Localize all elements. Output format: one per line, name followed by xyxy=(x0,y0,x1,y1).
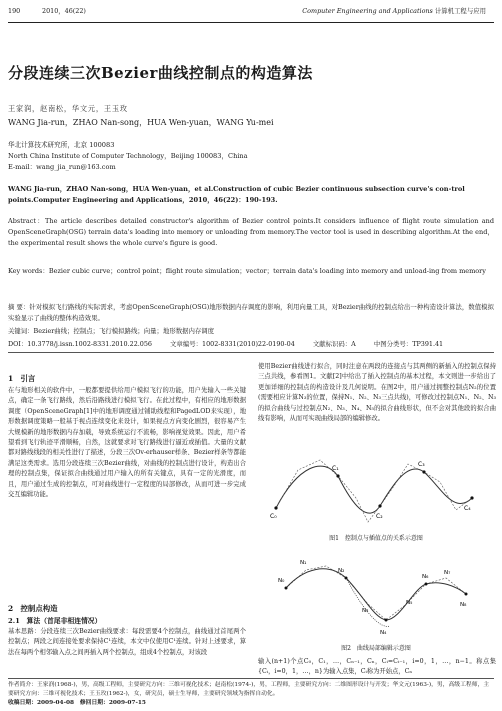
authors-english: WANG Jia-run，ZHAO Nan-song，HUA Wen-yuan，WANG Yu-mei xyxy=(8,118,274,127)
section-2-text: 基本思路：分段连续三次Bezier曲线要求：每段需要4个控制点，曲线通过首尾两个控制点；两段之间连接处要求保持C¹连续，本文中仅使用C¹连续。针对上述要求，算法在每两个相邻输入点之间再插入两个控制点，组成4个控制点，对该段 xyxy=(8,628,246,656)
journal-name: Computer Engineering and Applications 计算机工程与应用 xyxy=(302,7,486,15)
article-number: 文章编号：1002-8331(2010)22-0190-04 xyxy=(170,340,295,348)
citation: WANG Jia-run，ZHAO Nan-song，HUA Wen-yuan，et al.Construction of cubic Bezier continuous subsection curve's con-trol points.Computer Engineering and Applications，2010，46(22)：190-193. xyxy=(8,185,465,205)
abstract-english: Abstract：The article describes detailed constructor's algorithm of Bezier control points.It considers influence of flight route simulation and OpenSceneGraph(OSG) terrain data's loading into memory or unloading from memory.The vector tool is used in describing algorithm.At the end，the experimental result shows the whole curve's figure is good. xyxy=(8,217,494,247)
section-2-1-heading: 2.1 算法（首尾非相连情况） xyxy=(8,617,102,625)
fig2-label-n6: N₆ xyxy=(422,574,429,580)
doi: DOI：10.3778/j.issn.1002-8331.2010.22.056 xyxy=(8,340,152,348)
footnote-rule xyxy=(8,678,494,679)
author-bios: 作者简介：王家润(1968-)，男，高级工程师，主要研究方向：三维可视化技术；赵南松(1974-)，男，工程师，主要研究方向：二维图形设计与开发；华文元(1963-)，男，高级工程师，主要研究方向：三维可视化技术；王玉玫(1962-)，女，研究员，硕士生导师，主要研究领域为指挥自动化。 xyxy=(8,682,490,698)
section-2-heading: 2 控制点构造 xyxy=(8,604,58,613)
figure-2 xyxy=(276,548,476,638)
journal-issue: 2010，46(22) xyxy=(42,7,86,15)
affiliation xyxy=(8,140,248,174)
section-1-heading: 1 引言 xyxy=(8,374,36,383)
fig2-label-n4: N₄ xyxy=(380,630,387,636)
fig1-label-c3: C₃ xyxy=(418,461,425,468)
header-rule xyxy=(8,22,494,23)
figure-2-caption: 图2 曲线局部编辑示意图 xyxy=(341,645,411,652)
affiliation-cn: 华北计算技术研究所，北京 100083 xyxy=(8,141,115,149)
fig2-label-n3: N₃ xyxy=(362,608,369,614)
section-1-text: 在与地形相关的软件中，一般都要提供给用户模拟飞行的功能，用户先输入一些关键点，确定一条飞行路线，然后沿路线进行模拟飞行。在此过程中，有相应的地形数据调度（OpenSceneGraph[1]中的地形调度通过铺助线程和PagedLOD来实现），地形数据调度策略一般基于视点连续变化来设计，如果视点方向变化剧烈，很容易产生大规模新的地形数据内存加载，导致系统运行不流畅，影响视觉效果。因此，用户希望看到飞行轨迹平滑顺畅，自然，这就要求对飞行路线进行逼近或插值。大量的文献都对路线线段的相关性进行了描述，分段三次Ov-erhauser样条、Bezier样条等都能满足这类需求。选用分段连续三次Bezier曲线，对曲线的控制点进行设计，构造出合理的控制点集，保证拟合曲线通过用户输入的所有关键点，具有一定的光滑度，而且，用户通过生成的控制点，可对曲线进行一定程度的局部修改，从而可进一步完成交互编辑功能。 xyxy=(8,387,246,499)
fig2-label-n5: N₅ xyxy=(406,600,413,606)
fig1-label-c0: C₀ xyxy=(270,513,277,520)
figure-1-caption: 图1 控制点与插值点的关系示意图 xyxy=(329,535,423,542)
section-rule xyxy=(8,352,494,353)
figure-1 xyxy=(268,446,480,532)
abstract-chinese: 摘 要：针对模拟飞行路线的实际需求，考虑OpenSceneGraph(OSG)地形数据内存调度的影响，利用向量工具，对Bezier曲线的控制点给出一种构造设计算法，数值模拟实验显示了曲线的整体构造效果。 xyxy=(8,303,494,322)
fig2-label-n1: N₁ xyxy=(300,560,307,566)
page-number: 190 xyxy=(8,7,21,15)
fig1-label-c1: C₁ xyxy=(332,465,339,472)
doi-line xyxy=(8,339,494,350)
fig2-label-n0: N₀ xyxy=(278,578,285,584)
fig2-label-n7: N₇ xyxy=(444,570,451,576)
authors-chinese: 王家润，赵南松，华文元，王玉玫 xyxy=(8,104,128,113)
affiliation-en: North China Institute of Computer Technology，Beijing 100083，China xyxy=(8,152,248,161)
fig1-label-c2: C₂ xyxy=(376,513,383,520)
received-dates: 收稿日期：2009-04-08 修回日期：2009-07-15 xyxy=(8,700,146,707)
footnote xyxy=(8,681,494,709)
keywords-english: Key words：Bezier cubic curve；control point；flight route simulation；vector；terrain data's loading into memory and unload-ing from memory xyxy=(8,267,486,275)
keywords-chinese: 关键词：Bezier曲线；控制点；飞行模拟路线；向量；地形数据内存调度 xyxy=(8,327,215,335)
right-column-text: 使用Bezier曲线进行拟合，同时注意在两段的连接点与其两侧的新插入的控制点保持三点共线，参看图1。文献[2]中给出了插入控制点的基本过程，本文则进一步给出了更加详细的控制点的构造设计及几何说明。在图2中，用户通过拥整控制点N₂的位置(需要相应计算N₃的位置，保持N₁、N₂、N₃三点共线)，可修改过控制点N₁、N₂、N₃的拟合曲线与过控制点N₂、N₃、N₄、N₅的拟合曲线形状，但不会对其他段的拟合曲线有影响，从而可实现曲线局部的编辑修改。 xyxy=(258,363,496,423)
classification-number: 中图分类号：TP391.41 xyxy=(373,340,444,348)
right-column-text-bottom: 输入(n+1)个点C₀，C₁，…，Cₙ₋₁，Cₙ，Cᵢ=Cᵢ₋₁，i=0，1，…，n−1。称点集{Cᵢ，i=0，1，…，n}为输入点集，Cᵢ称为开始点，Cₙ xyxy=(258,658,496,676)
document-code: 文献标识码：A xyxy=(312,340,356,348)
author-email: E-mail：wang_jia_run@163.com xyxy=(8,163,116,172)
fig1-label-c4: C₄ xyxy=(464,505,471,512)
paper-title: 分段连续三次Bezier曲线控制点的构造算法 xyxy=(8,64,313,82)
fig2-label-n8: N₈ xyxy=(460,602,467,608)
page-header xyxy=(8,2,494,20)
fig2-label-n2: N₂ xyxy=(338,568,345,574)
